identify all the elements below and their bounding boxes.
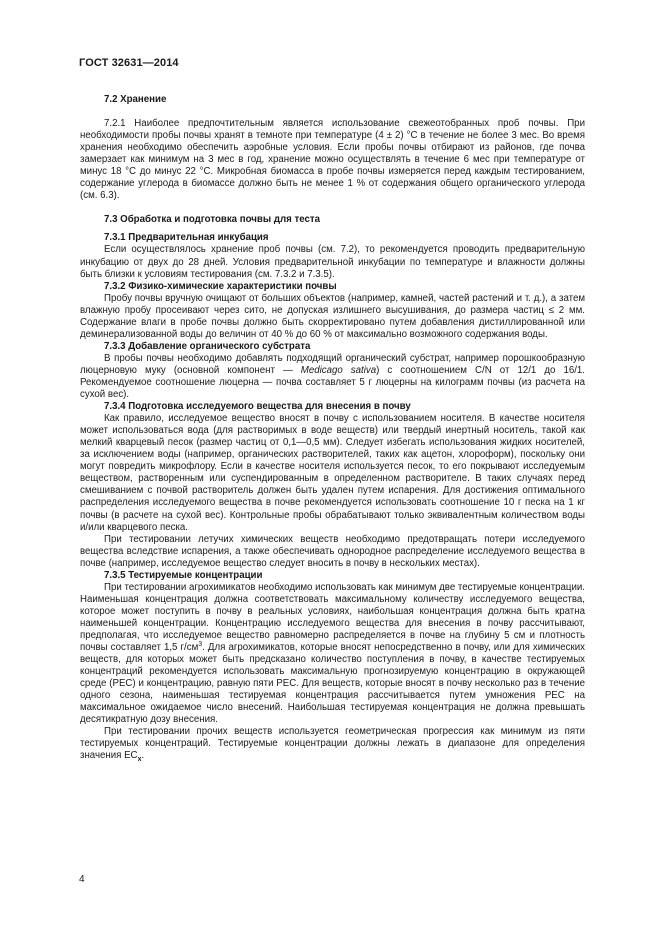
subsection-heading-7-3-4: 7.3.4 Подготовка исследуемого вещества для внесения в почву [104,401,411,413]
paragraph-7-3-5-first-part-a: При тестировании агрохимикатов необходимо использовать как минимум две тестируемые концентрации. Наименьшая концентрация должна соответствовать максимальному количеству исследуемого вещества, которое может поступить в почву в реальных условиях, наибольшая концентрация должна быть кратна наименьшей концентрации. Концентрацию исследуемого вещества для внесения в почву рассчитывают, предполагая, что исследуемое вещество равномерно распределяется в почве на глубину 5 см и плотность почвы составляет 1,5 г/см [80,581,585,654]
subsection-heading-7-3-5: 7.3.5 Тестируемые концентрации [104,569,263,581]
subsection-heading-7-3-3: 7.3.3 Добавление органического субстрата [104,340,311,352]
paragraph-7-3-3 [80,353,585,401]
paragraph-7-3-4-second: При тестировании летучих химических веществ необходимо предотвращать потери исследуемого вещества вследствие испарения, а также обеспечивать однородное распределение исследуемого вещества в почве (например, исследуемое вещество следует вносить в почву в нескольких местах). [80,533,585,569]
document-header: ГОСТ 32631—2014 [79,57,179,69]
paragraph-7-3-4-first: Как правило, исследуемое вещество вносят в почву с использованием носителя. В качестве носителя может использоваться вода (для растворимых в воде веществ) или твердый инертный носитель, такой как мелкий кварцевый песок (размер частиц от 0,1—0,5 мм). Следует избегать использования жидких носителей, за исключением воды (например, органических растворителей, таких как ацетон, хлороформ), поскольку они могут повредить микрофлору. Если в качестве носителя используется песок, то его покрывают исследуемым веществом, растворенным или суспендированным в определенном растворителе. В таких случаях перед смешиванием с почвой растворитель должен быть удален путем испарения. Для достижения оптимального распределения исследуемого вещества в почве рекомендуется использовать соотношение 10 г песка на 1 кг почвы (в расчете на сухой вес). Контрольные пробы обрабатывают только эквивалентным количеством воды и/или кварцевого песка. [80,413,585,533]
subsection-heading-7-3-2: 7.3.2 Физико-химические характеристики почвы [104,280,337,292]
paragraph-7-3-5-second [80,726,585,762]
species-name: Medicago sativa [300,364,377,376]
paragraph-7-3-5-first [80,582,585,727]
subsection-heading-7-3-1: 7.3.1 Предварительная инкубация [104,232,269,244]
paragraph-7-2-1: 7.2.1 Наиболее предпочтительным является использование свежеотобранных проб почвы. При необходимости пробы почвы хранят в темноте при температуре (4 ± 2) °С в течение не более 3 мес. Во время хранения необходимо обеспечить аэробные условия. Если пробы почвы отбирают из районов, где почва замерзает как минимум на 3 мес в год, хранение можно осуществлять в течение 6 мес при температуре от минус 18 °С до минус 22 °С. Микробная биомасса в пробе почвы измеряется перед каждым тестированием, содержание углерода в биомассе должно быть не менее 1 % от содержания общего органического углерода (см. 6.3). [80,118,585,202]
paragraph-7-3-5-second-part-b: . [141,750,145,762]
section-heading-7-2: 7.2 Хранение [104,94,167,105]
superscript-cube: 3 [198,640,203,648]
page-number: 4 [79,874,85,885]
paragraph-7-3-3-part-b: ) с соотношением С/N от 12/1 до 16/1. Рекомендуемое соотношение люцерна — почва составляет 5 г люцерны на килограмм почвы (из расчета на сухой вес). [80,364,585,401]
paragraph-7-3-3-part-a: В пробы почвы необходимо добавлять подходящий органический субстрат, например порошкообразную люцерновую муку (основной компонент — [80,352,585,376]
document-body [80,94,585,762]
paragraph-7-3-1: Если осуществлялось хранение проб почвы (см. 7.2), то рекомендуется проводить предварительную инкубацию от двух до 28 дней. Условия предварительной инкубации по температуре и влажности должны быть близки к условиям тестирования (см. 7.3.2 и 7.3.5). [80,244,585,280]
paragraph-7-3-5-first-part-b: . Для агрохимикатов, которые вносят непосредственно в почву, или для химических веществ, для которых может быть предсказано количество поступления в почву, в качестве тестируемых концентраций рекомендуется использовать максимальную прогнозируемую концентрацию в окружающей среде (РЕС) и концентрацию, равную пяти РЕС. Для веществ, которые вносят в почву несколько раз в течение одного сезона, наименьшая тестируемая концентрация рассчитывается путем умножения РЕС на максимальное ожидаемое число внесений. Наибольшая тестируемая концентрация не должна превышать десятикратную дозу внесения. [80,642,585,726]
paragraph-7-3-5-second-part-a: При тестировании прочих веществ используется геометрическая прогрессия как минимум из пяти тестируемых концентраций. Тестируемые концентрации должны лежать в диапазоне для определения значения ЕС [80,726,585,762]
section-heading-7-3: 7.3 Обработка и подготовка почвы для теста [104,214,320,226]
subscript-x: х [137,756,142,764]
paragraph-7-3-2: Пробу почвы вручную очищают от больших объектов (например, камней, частей растений и т. д.), а затем влажную пробу просеивают через сито, не допуская излишнего высушивания, до размера частиц ≤ 2 мм. Содержание влаги в пробе почвы должно быть скорректировано путем добавления дистиллированной или деминерализованной воды до величин от 40 % до 60 % от максимально возможного содержания воды. [80,292,585,340]
